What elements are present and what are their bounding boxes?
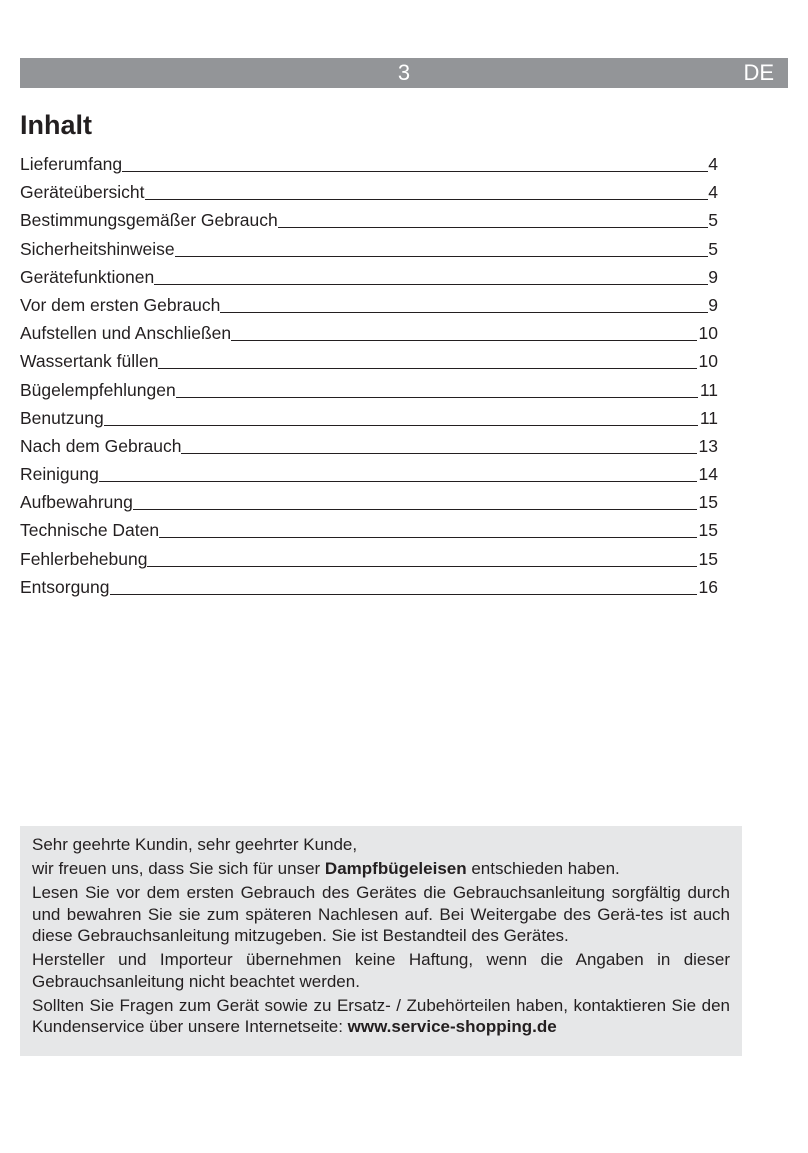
toc-entry-page: 15: [698, 548, 718, 569]
toc-entry-page: 5: [708, 210, 718, 231]
toc-entry[interactable]: [20, 488, 718, 516]
contact-text: Sollten Sie Fragen zum Gerät sowie zu Ersatz- / Zubehörteilen haben, kontaktieren Sie den Kundenservice über unsere Internetseite:: [32, 995, 730, 1037]
toc-leader-line: [176, 397, 698, 398]
toc-leader-line: [133, 509, 697, 510]
toc-entry-page: 9: [708, 294, 718, 315]
thanks-before: wir freuen uns, dass Sie sich für unser: [32, 859, 325, 879]
toc-leader-line: [147, 566, 696, 567]
toc-entry-label: Benutzung: [20, 407, 104, 428]
toc-entry-label: Technische Daten: [20, 520, 160, 541]
toc-entry-page: 14: [698, 464, 718, 485]
toc-entry[interactable]: [20, 404, 718, 432]
toc-entry-label: Nach dem Gebrauch: [20, 435, 182, 456]
toc-leader-line: [175, 256, 709, 257]
toc-entry-page: 11: [699, 407, 718, 428]
toc-leader-line: [158, 368, 696, 369]
read-instructions-paragraph: Lesen Sie vor dem ersten Gebrauch des Gerätes die Gebrauchsanleitung sorgfältig durch und bewahren Sie sie zum späteren Nachlesen auf. Bei Weitergabe des Gerä-tes ist auch diese Gebrauchsanleitung mitzugeben. Sie ist Bestandteil des Gerätes.: [32, 883, 730, 946]
greeting: Sehr geehrte Kundin, sehr geehrter Kunde,: [32, 835, 358, 854]
toc-entry[interactable]: [20, 376, 718, 404]
contact-paragraph: [32, 995, 730, 1038]
toc-entry-page: 15: [698, 492, 718, 513]
page-number: 3: [397, 60, 411, 85]
product-name: Dampfbügeleisen: [324, 859, 467, 879]
toc-title: Inhalt: [20, 110, 92, 140]
toc-entry-label: Vor dem ersten Gebrauch: [20, 294, 221, 315]
toc-entry[interactable]: [20, 178, 718, 206]
toc-entry[interactable]: [20, 206, 718, 234]
toc-leader-line: [104, 425, 698, 426]
toc-entry[interactable]: [20, 319, 718, 347]
toc-entry-label: Entsorgung: [20, 576, 110, 597]
toc-entry[interactable]: [20, 545, 718, 573]
toc-leader-line: [159, 537, 696, 538]
toc-entry-page: 15: [698, 520, 718, 541]
toc-entry-page: 16: [698, 576, 718, 597]
toc-entry-page: 11: [699, 379, 718, 400]
table-of-contents: [20, 150, 718, 601]
thanks-after: entschieden haben.: [466, 859, 620, 879]
toc-leader-line: [99, 481, 697, 482]
toc-leader-line: [220, 312, 708, 313]
toc-entry-label: Gerätefunktionen: [20, 266, 155, 287]
toc-entry-page: 10: [698, 351, 718, 372]
toc-entry-page: 10: [698, 323, 718, 344]
toc-entry[interactable]: [20, 432, 718, 460]
toc-entry[interactable]: [20, 235, 718, 263]
thanks-paragraph: [32, 858, 730, 880]
toc-entry-label: Lieferumfang: [20, 154, 123, 174]
toc-entry-page: 4: [708, 154, 718, 174]
toc-entry[interactable]: [20, 573, 718, 601]
language-code: DE: [743, 60, 774, 85]
toc-leader-line: [231, 340, 696, 341]
toc-entry-label: Fehlerbehebung: [20, 548, 148, 569]
toc-entry-label: Aufstellen und Anschließen: [20, 323, 232, 344]
toc-entry-label: Bestimmungsgemäßer Gebrauch: [20, 210, 278, 231]
toc-entry[interactable]: [20, 460, 718, 488]
website-link[interactable]: www.service-shopping.de: [347, 1017, 557, 1037]
toc-leader-line: [181, 453, 696, 454]
toc-entry[interactable]: [20, 347, 718, 375]
toc-entry[interactable]: [20, 263, 718, 291]
toc-leader-line: [278, 227, 709, 228]
intro-box: [20, 826, 742, 1056]
toc-entry-label: Geräteübersicht: [20, 182, 145, 203]
toc-entry-label: Aufbewahrung: [20, 492, 133, 513]
toc-leader-line: [145, 199, 709, 200]
toc-entry-page: 13: [698, 435, 718, 456]
toc-entry-label: Sicherheitshinweise: [20, 238, 175, 259]
toc-entry[interactable]: [20, 150, 718, 178]
toc-leader-line: [110, 594, 697, 595]
toc-entry[interactable]: [20, 516, 718, 544]
toc-entry-page: 4: [708, 182, 718, 203]
page-header-bar: [20, 58, 788, 88]
toc-entry-label: Bügelempfehlungen: [20, 379, 176, 400]
toc-entry-label: Reinigung: [20, 464, 99, 485]
liability-paragraph: Hersteller und Importeur übernehmen keine Haftung, wenn die Angaben in dieser Gebrauchsanleitung nicht beachtet werden.: [32, 950, 730, 991]
toc-entry[interactable]: [20, 291, 718, 319]
toc-entry-page: 5: [708, 238, 718, 259]
toc-entry-page: 9: [708, 266, 718, 287]
toc-leader-line: [122, 171, 708, 172]
toc-leader-line: [154, 284, 708, 285]
toc-entry-label: Wassertank füllen: [20, 351, 159, 372]
